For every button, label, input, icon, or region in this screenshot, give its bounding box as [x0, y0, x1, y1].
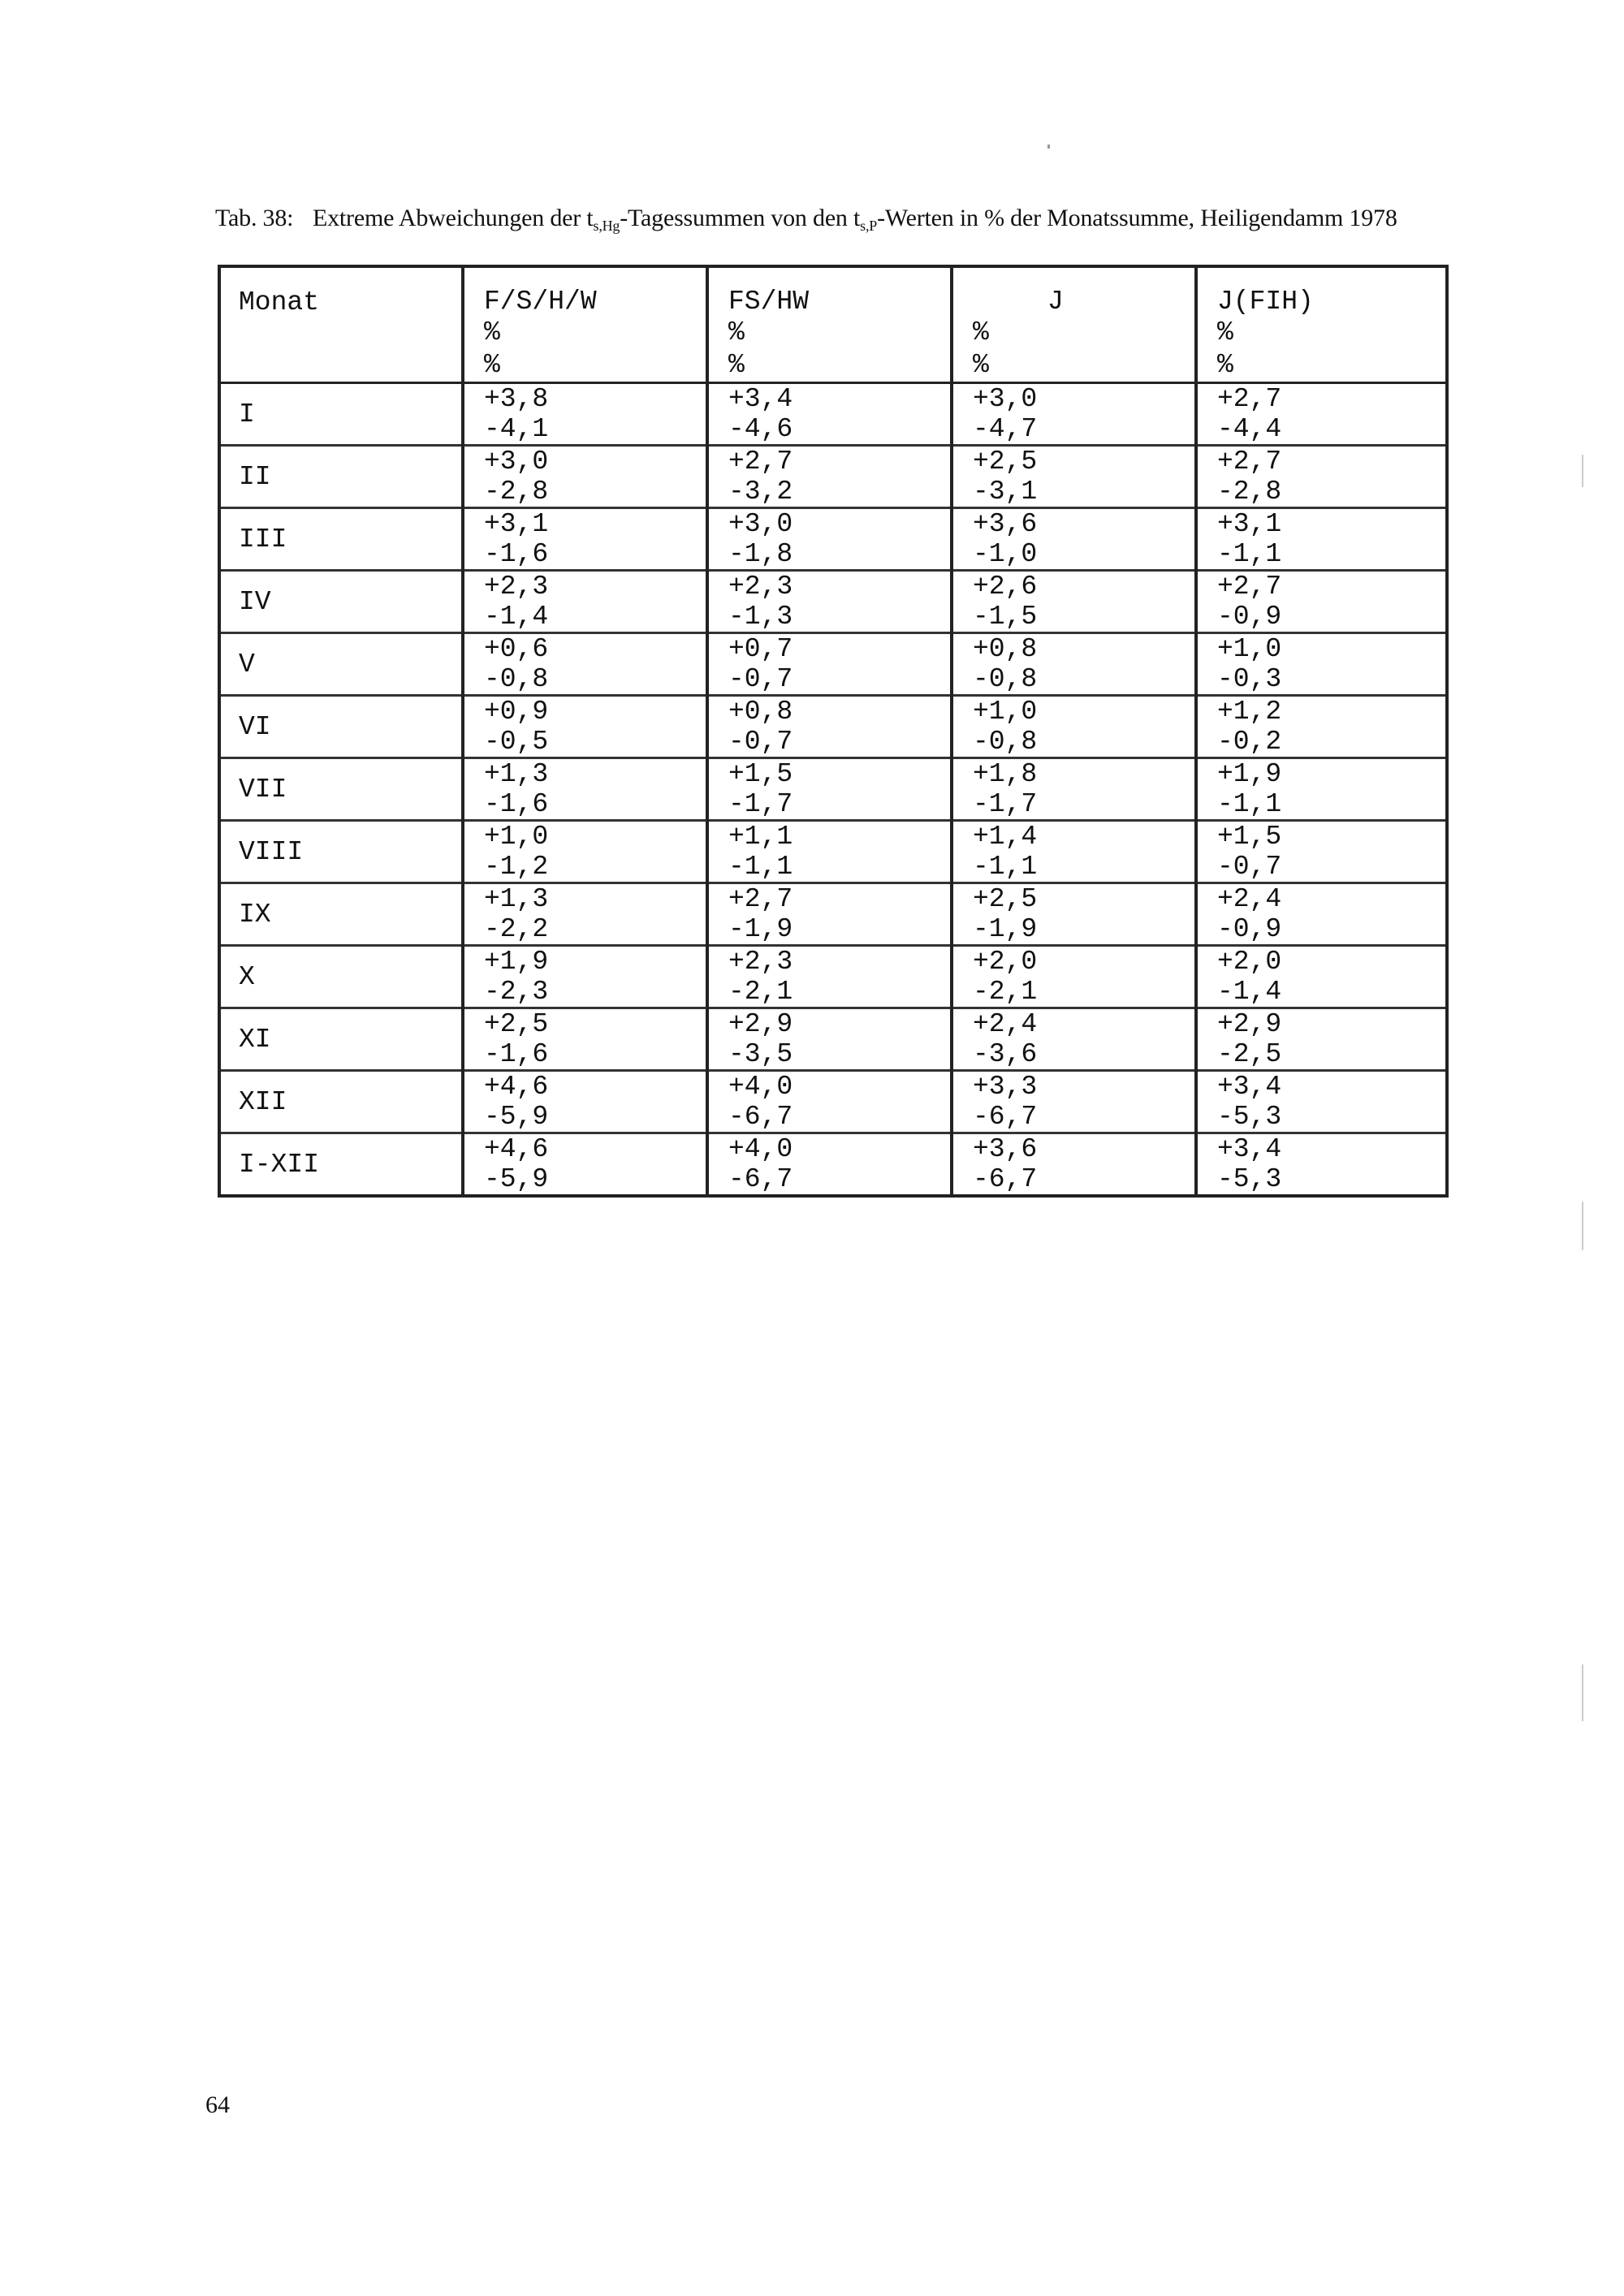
max-deviation-value: +3,0: [973, 384, 1038, 414]
max-deviation-value: +2,3: [728, 947, 793, 977]
max-deviation-value: +1,0: [484, 822, 549, 852]
max-deviation-value: +2,7: [1217, 447, 1282, 477]
min-deviation-value: -1,6: [484, 539, 549, 569]
min-deviation-value: -0,7: [1217, 852, 1282, 882]
max-deviation-value: +2,9: [728, 1009, 793, 1039]
max-deviation-value: +4,0: [728, 1072, 793, 1102]
unit-label: %: [484, 317, 500, 347]
max-deviation-value: +3,8: [484, 384, 549, 414]
max-deviation-value: +1,3: [484, 759, 549, 789]
max-deviation-value: +2,7: [728, 884, 793, 914]
unit-label: %: [973, 317, 989, 347]
group-header-fshw-combined: [707, 266, 952, 383]
table-row: [219, 446, 1447, 508]
month-cell: II: [219, 446, 463, 508]
table-row: [219, 758, 1447, 821]
group-cell: [463, 883, 707, 946]
table-row: [219, 821, 1447, 883]
month-cell: VIII: [219, 821, 463, 883]
group-cell: [952, 508, 1196, 571]
group-cell: [463, 383, 707, 446]
group-cell: [1196, 1133, 1447, 1197]
min-deviation-value: -6,7: [728, 1102, 793, 1132]
max-deviation-value: +1,3: [484, 884, 549, 914]
min-deviation-value: -1,1: [1217, 789, 1282, 819]
group-cell: [463, 946, 707, 1008]
unit-label: %: [1217, 317, 1233, 347]
group-cell: [952, 946, 1196, 1008]
group-cell: [1196, 1008, 1447, 1071]
min-deviation-value: -1,1: [1217, 539, 1282, 569]
table-caption: [215, 205, 1433, 235]
table-row: [219, 508, 1447, 571]
min-deviation-value: -0,7: [728, 727, 793, 757]
month-column-header: Monat: [219, 266, 463, 383]
min-deviation-value: -2,8: [484, 477, 549, 507]
caption-subscript-1: s,Hg: [593, 218, 620, 234]
max-deviation-value: +0,7: [728, 634, 793, 664]
group-cell: [1196, 383, 1447, 446]
min-deviation-value: -3,2: [728, 477, 793, 507]
min-deviation-value: -5,9: [484, 1164, 549, 1194]
min-deviation-value: -2,5: [1217, 1039, 1282, 1069]
min-deviation-value: -0,8: [484, 664, 549, 694]
min-deviation-value: -1,7: [728, 789, 793, 819]
group-name: J(FIH): [1217, 287, 1314, 317]
group-cell: [952, 883, 1196, 946]
group-cell: [952, 1008, 1196, 1071]
group-cell: [952, 1133, 1196, 1197]
group-cell: [952, 383, 1196, 446]
min-deviation-value: -1,1: [973, 852, 1038, 882]
min-deviation-value: -4,7: [973, 414, 1038, 444]
min-deviation-value: -5,3: [1217, 1164, 1282, 1194]
group-cell: [707, 633, 952, 696]
group-header-jfih: [1196, 266, 1447, 383]
min-deviation-value: -1,7: [973, 789, 1038, 819]
group-cell: [707, 696, 952, 758]
group-cell: [952, 446, 1196, 508]
max-deviation-value: +1,2: [1217, 697, 1282, 727]
max-deviation-value: +3,4: [728, 384, 793, 414]
table-row: [219, 696, 1447, 758]
min-deviation-value: -4,1: [484, 414, 549, 444]
max-deviation-value: +1,8: [973, 759, 1038, 789]
month-cell: XI: [219, 1008, 463, 1071]
scan-mark: [1047, 145, 1050, 149]
min-deviation-value: -2,1: [973, 977, 1038, 1007]
group-cell: [952, 758, 1196, 821]
table-body: [219, 266, 1447, 1196]
caption-subscript-2: s,P: [860, 218, 878, 234]
table-row: [219, 946, 1447, 1008]
unit-label: %: [1217, 350, 1233, 380]
max-deviation-value: +2,5: [973, 447, 1038, 477]
min-deviation-value: -0,9: [1217, 914, 1282, 944]
max-deviation-value: +0,8: [728, 697, 793, 727]
max-deviation-value: +1,5: [728, 759, 793, 789]
max-deviation-value: +2,5: [484, 1009, 549, 1039]
group-cell: [952, 821, 1196, 883]
month-cell: X: [219, 946, 463, 1008]
scan-mark: [1582, 1664, 1583, 1721]
table-row: [219, 1071, 1447, 1133]
min-deviation-value: -0,5: [484, 727, 549, 757]
max-deviation-value: +0,9: [484, 697, 549, 727]
max-deviation-value: +3,0: [484, 447, 549, 477]
max-deviation-value: +3,1: [1217, 509, 1282, 539]
group-cell: [707, 1133, 952, 1197]
min-deviation-value: -2,2: [484, 914, 549, 944]
min-deviation-value: -0,9: [1217, 602, 1282, 632]
unit-label: %: [973, 350, 989, 380]
min-deviation-value: -1,6: [484, 789, 549, 819]
max-deviation-value: +1,9: [484, 947, 549, 977]
max-deviation-value: +2,6: [973, 572, 1038, 602]
group-cell: [952, 696, 1196, 758]
max-deviation-value: +2,3: [484, 572, 549, 602]
max-deviation-value: +2,7: [728, 447, 793, 477]
month-cell: VII: [219, 758, 463, 821]
max-deviation-value: +3,4: [1217, 1134, 1282, 1164]
min-deviation-value: -1,5: [973, 602, 1038, 632]
group-cell: [463, 571, 707, 633]
max-deviation-value: +2,7: [1217, 384, 1282, 414]
max-deviation-value: +1,0: [973, 697, 1038, 727]
table-row: [219, 633, 1447, 696]
max-deviation-value: +2,0: [1217, 947, 1282, 977]
min-deviation-value: -0,8: [973, 664, 1038, 694]
min-deviation-value: -3,1: [973, 477, 1038, 507]
min-deviation-value: -0,8: [973, 727, 1038, 757]
min-deviation-value: -6,7: [728, 1164, 793, 1194]
group-cell: [707, 946, 952, 1008]
min-deviation-value: -1,9: [728, 914, 793, 944]
caption-label: Tab. 38:: [215, 205, 294, 231]
group-cell: [1196, 1071, 1447, 1133]
max-deviation-value: +2,0: [973, 947, 1038, 977]
max-deviation-value: +2,7: [1217, 572, 1282, 602]
max-deviation-value: +1,5: [1217, 822, 1282, 852]
group-cell: [707, 446, 952, 508]
group-cell: [707, 571, 952, 633]
min-deviation-value: -4,4: [1217, 414, 1282, 444]
table-row: [219, 571, 1447, 633]
max-deviation-value: +1,9: [1217, 759, 1282, 789]
group-cell: [1196, 633, 1447, 696]
month-cell: VI: [219, 696, 463, 758]
max-deviation-value: +2,5: [973, 884, 1038, 914]
min-deviation-value: -1,4: [1217, 977, 1282, 1007]
month-cell: I: [219, 383, 463, 446]
month-cell: III: [219, 508, 463, 571]
group-cell: [952, 1071, 1196, 1133]
group-cell: [463, 696, 707, 758]
caption-text-2: -Tagessummen von den t: [620, 205, 861, 231]
group-name: J: [1047, 287, 1064, 317]
month-cell: IX: [219, 883, 463, 946]
min-deviation-value: -1,9: [973, 914, 1038, 944]
page-number: 64: [205, 2091, 230, 2118]
group-cell: [952, 633, 1196, 696]
max-deviation-value: +3,3: [973, 1072, 1038, 1102]
group-name: FS/HW: [728, 287, 810, 317]
group-cell: [463, 1071, 707, 1133]
group-cell: [463, 633, 707, 696]
group-cell: [1196, 571, 1447, 633]
scan-mark: [1582, 1202, 1583, 1250]
min-deviation-value: -1,2: [484, 852, 549, 882]
group-cell: [707, 1008, 952, 1071]
min-deviation-value: -5,9: [484, 1102, 549, 1132]
group-cell: [463, 758, 707, 821]
group-cell: [1196, 883, 1447, 946]
min-deviation-value: -0,3: [1217, 664, 1282, 694]
group-cell: [707, 758, 952, 821]
group-cell: [463, 508, 707, 571]
max-deviation-value: +2,3: [728, 572, 793, 602]
group-cell: [707, 883, 952, 946]
min-deviation-value: -3,5: [728, 1039, 793, 1069]
min-deviation-value: -1,0: [973, 539, 1038, 569]
month-cell: XII: [219, 1071, 463, 1133]
min-deviation-value: -2,3: [484, 977, 549, 1007]
unit-label: %: [728, 350, 745, 380]
unit-label: %: [484, 350, 500, 380]
max-deviation-value: +4,6: [484, 1072, 549, 1102]
max-deviation-value: +1,1: [728, 822, 793, 852]
group-cell: [1196, 696, 1447, 758]
group-cell: [707, 383, 952, 446]
max-deviation-value: +3,0: [728, 509, 793, 539]
min-deviation-value: -0,2: [1217, 727, 1282, 757]
min-deviation-value: -1,1: [728, 852, 793, 882]
max-deviation-value: +3,6: [973, 1134, 1038, 1164]
header-row: [219, 266, 1447, 383]
max-deviation-value: +3,1: [484, 509, 549, 539]
max-deviation-value: +3,6: [973, 509, 1038, 539]
max-deviation-value: +3,4: [1217, 1072, 1282, 1102]
min-deviation-value: -3,6: [973, 1039, 1038, 1069]
group-cell: [707, 508, 952, 571]
unit-label: %: [728, 317, 745, 347]
min-deviation-value: -2,1: [728, 977, 793, 1007]
caption-text-1: Extreme Abweichungen der t: [313, 205, 594, 231]
min-deviation-value: -1,8: [728, 539, 793, 569]
group-cell: [1196, 446, 1447, 508]
min-deviation-value: -6,7: [973, 1102, 1038, 1132]
table-row: [219, 883, 1447, 946]
group-name: F/S/H/W: [484, 287, 597, 317]
group-cell: [952, 571, 1196, 633]
max-deviation-value: +0,6: [484, 634, 549, 664]
min-deviation-value: -1,6: [484, 1039, 549, 1069]
group-cell: [1196, 508, 1447, 571]
group-cell: [463, 821, 707, 883]
max-deviation-value: +1,4: [973, 822, 1038, 852]
group-header-j: [952, 266, 1196, 383]
scan-mark: [1582, 455, 1583, 487]
max-deviation-value: +0,8: [973, 634, 1038, 664]
max-deviation-value: +4,0: [728, 1134, 793, 1164]
month-cell: I-XII: [219, 1133, 463, 1197]
table-row: [219, 1133, 1447, 1197]
group-cell: [463, 446, 707, 508]
group-cell: [1196, 946, 1447, 1008]
group-cell: [707, 821, 952, 883]
table-row: [219, 1008, 1447, 1071]
group-cell: [463, 1008, 707, 1071]
table-row: [219, 383, 1447, 446]
min-deviation-value: -1,4: [484, 602, 549, 632]
min-deviation-value: -0,7: [728, 664, 793, 694]
max-deviation-value: +2,9: [1217, 1009, 1282, 1039]
group-cell: [1196, 821, 1447, 883]
max-deviation-value: +2,4: [1217, 884, 1282, 914]
caption-text-3: -Werten in % der Monatssumme, Heiligendamm 1978: [877, 205, 1397, 231]
min-deviation-value: -6,7: [973, 1164, 1038, 1194]
deviation-table: [218, 265, 1449, 1198]
group-cell: [463, 1133, 707, 1197]
group-cell: [1196, 758, 1447, 821]
month-cell: IV: [219, 571, 463, 633]
max-deviation-value: +4,6: [484, 1134, 549, 1164]
min-deviation-value: -1,3: [728, 602, 793, 632]
min-deviation-value: -2,8: [1217, 477, 1282, 507]
min-deviation-value: -5,3: [1217, 1102, 1282, 1132]
group-header-fshw: [463, 266, 707, 383]
min-deviation-value: -4,6: [728, 414, 793, 444]
month-cell: V: [219, 633, 463, 696]
max-deviation-value: +2,4: [973, 1009, 1038, 1039]
max-deviation-value: +1,0: [1217, 634, 1282, 664]
group-cell: [707, 1071, 952, 1133]
